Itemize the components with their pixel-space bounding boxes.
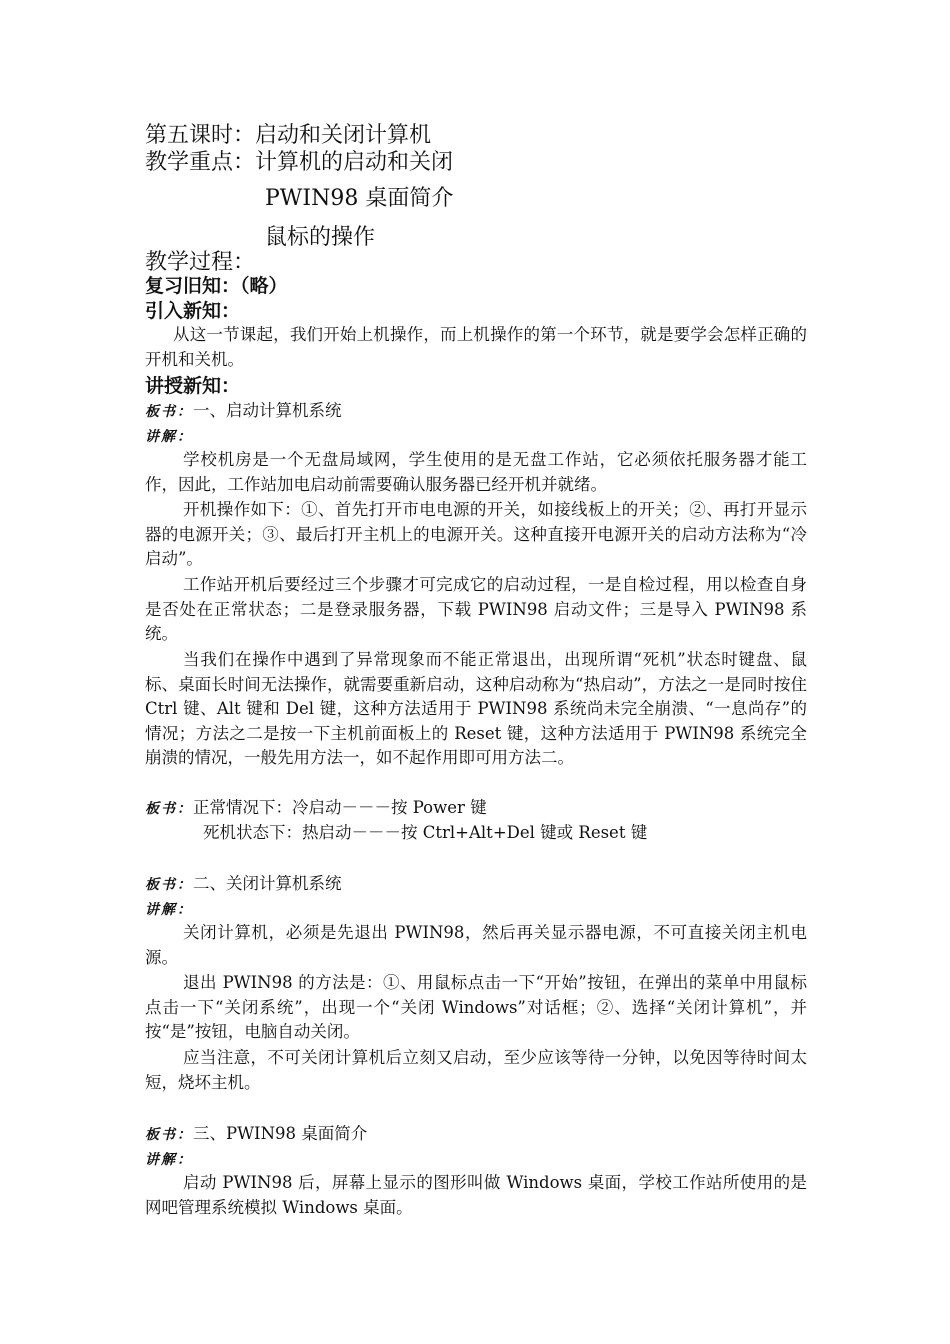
lesson-label: 第五课时： (145, 123, 256, 148)
focus-label: 教学重点： (145, 150, 256, 175)
focus-item: 鼠标的操作 (265, 225, 376, 250)
section2-board: 二、关闭计算机系统 (193, 874, 342, 893)
intro-paragraph: 从这一节课起，我们开始上机操作，而上机操作的第一个环节，就是要学会怎样正确的开机和关机。 (145, 325, 807, 369)
explain-tag: 讲解： (145, 1152, 193, 1168)
explain-tag: 讲解： (145, 429, 193, 445)
board-tag: 板书： (145, 1127, 193, 1143)
focus-line (145, 150, 453, 176)
board-tag: 板书： (145, 404, 193, 420)
board-summary-1: 正常情况下：冷启动－－－按 Power 键 (193, 798, 487, 817)
section1-paragraph-2: 开机操作如下：①、首先打开市电电源的开关，如接线板上的开关；②、再打开显示器的电源开关；③、最后打开主机上的电源开关。这种直接开电源开关的启动方法称为“冷启动”。 (145, 500, 807, 568)
explain-line (145, 1147, 193, 1172)
board-line (145, 399, 342, 424)
process-label: 教学过程： (145, 250, 256, 275)
board-summary-2: 死机状态下：热启动－－－按 Ctrl+Alt+Del 键或 Reset 键 (203, 823, 648, 842)
review-line (145, 274, 288, 298)
section1-paragraph-3: 工作站开机后要经过三个步骤才可完成它的启动过程，一是自检过程，用以检查自身是否处在正常状态；二是登录服务器，下载 PWIN98 启动文件；三是导入 PWIN98 系统。 (145, 575, 807, 643)
intro-label: 引入新知： (145, 300, 241, 322)
section2-paragraph-3: 应当注意，不可关闭计算机后立刻又启动，至少应该等待一分钟，以免因等待时间太短，烧坏主机。 (145, 1048, 807, 1092)
section2-paragraph-2: 退出 PWIN98 的方法是：①、用鼠标点击一下“开始”按钮，在弹出的菜单中用鼠标点击一下“关闭系统”，出现一个“关闭 Windows”对话框；②、选择“关闭计算机”，并按“是”按钮，电脑自动关闭。 (145, 973, 807, 1041)
board-line (145, 1122, 367, 1147)
board-tag: 板书： (145, 877, 193, 893)
review-text: （略） (240, 275, 288, 297)
board-tag: 板书： (145, 801, 193, 817)
board-line (145, 872, 342, 897)
board-line (145, 796, 487, 821)
focus-item: PWIN98 桌面简介 (265, 186, 454, 211)
focus-item: 计算机的启动和关闭 (255, 150, 454, 175)
lesson-title: 启动和关闭计算机 (255, 123, 432, 148)
section1-board: 一、启动计算机系统 (193, 401, 342, 420)
lesson-title-line (145, 123, 431, 149)
section3-board: 三、PWIN98 桌面简介 (193, 1124, 368, 1143)
explain-line (145, 424, 193, 449)
section3-paragraph-1: 启动 PWIN98 后，屏幕上显示的图形叫做 Windows 桌面，学校工作站所使用的是网吧管理系统模拟 Windows 桌面。 (145, 1173, 807, 1217)
explain-tag: 讲解： (145, 902, 193, 918)
explain-line (145, 897, 193, 922)
review-label: 复习旧知： (145, 275, 241, 297)
section1-paragraph-4: 当我们在操作中遇到了异常现象而不能正常退出，出现所谓“死机”状态时键盘、鼠标、桌面长时间无法操作，就需要重新启动，这种启动称为“热启动”，方法之一是同时按住 Ctrl 键、Alt 键和 Del 键，这种方法适用于 PWIN98 系统尚未完全崩溃、“一息尚存”的情况；方法之二是按一下主机前面板上的 Reset 键，这种方法适用于 PWIN98 系统完全崩溃的情况，一般先用方法一，如不起作用即可用方法二。 (145, 650, 807, 767)
teach-label: 讲授新知： (145, 375, 241, 397)
section2-paragraph-1: 关闭计算机，必须是先退出 PWIN98，然后再关显示器电源，不可直接关闭主机电源。 (145, 923, 807, 967)
section1-paragraph-1: 学校机房是一个无盘局域网，学生使用的是无盘工作站，它必须依托服务器才能工作，因此，工作站加电启动前需要确认服务器已经开机并就绪。 (145, 450, 807, 494)
